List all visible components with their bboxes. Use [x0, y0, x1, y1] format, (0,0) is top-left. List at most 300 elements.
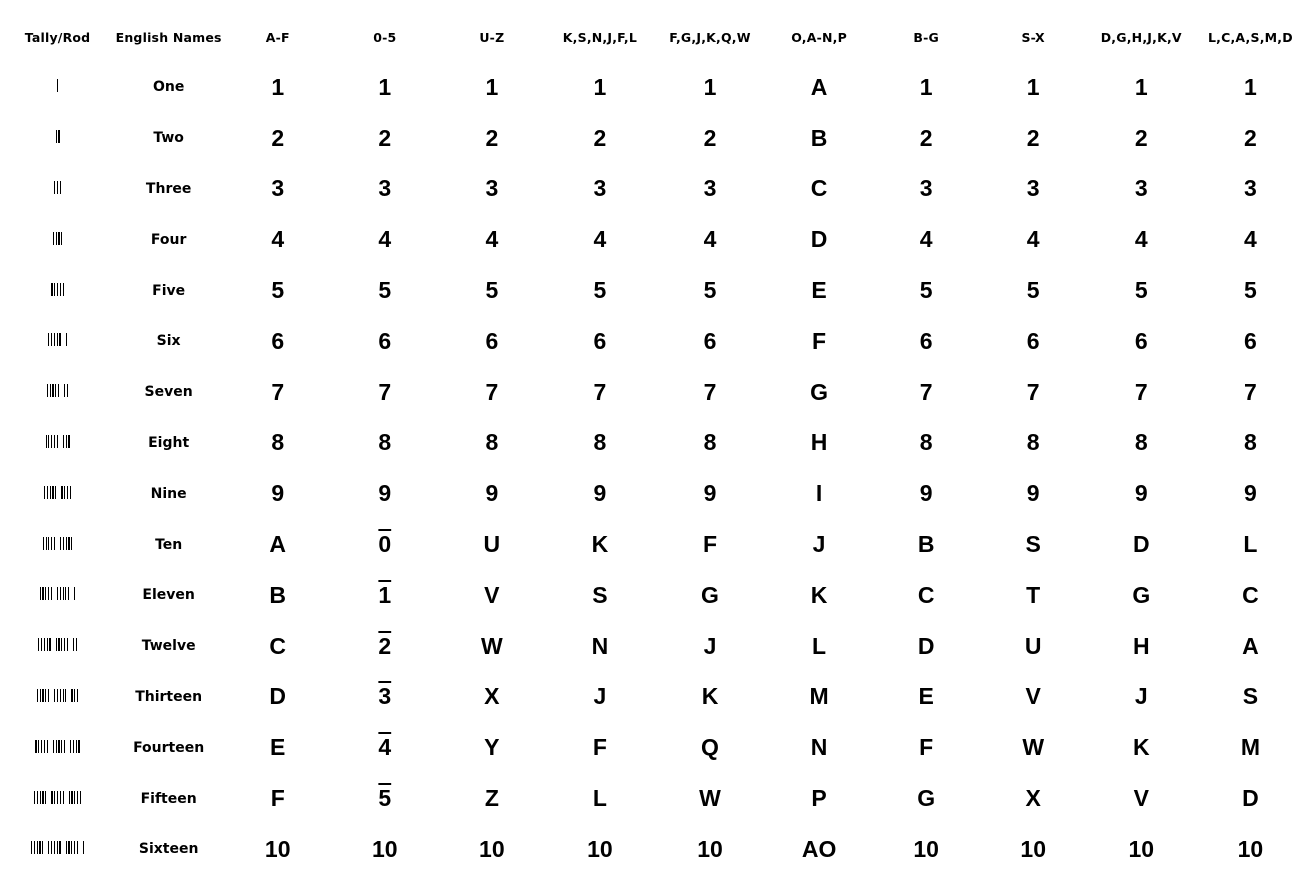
value-cell: [224, 773, 331, 824]
tally-marks: [34, 791, 81, 804]
value-cell: [545, 62, 654, 113]
table-row: [2, 316, 1305, 367]
value-text: C: [1242, 581, 1259, 608]
value-text: 4: [271, 226, 285, 253]
tally-group: [74, 587, 75, 600]
tally-mark: [51, 587, 52, 600]
value-cell: [1087, 773, 1196, 824]
tally-mark: [68, 537, 69, 550]
value-text: A: [269, 531, 287, 558]
tally-mark: [48, 841, 49, 854]
english-name-cell: Fourteen: [133, 739, 205, 756]
value-text: 1: [378, 73, 392, 100]
english-name-cell: Twelve: [141, 638, 196, 655]
tally-cell: [2, 570, 113, 621]
english-name-cell: Two: [153, 130, 184, 147]
tally-mark: [58, 638, 59, 651]
english-name-cell: Four: [150, 231, 187, 248]
value-text: 9: [593, 480, 607, 507]
column-header: Tally/Rod: [24, 29, 91, 45]
english-name-cell: Eight: [148, 434, 190, 451]
value-cell: [654, 824, 765, 875]
value-cell: [873, 418, 980, 469]
tally-mark: [47, 638, 48, 651]
value-cell: [224, 418, 331, 469]
english-name-cell: Sixteen: [138, 841, 199, 858]
tally-mark: [71, 537, 72, 550]
value-text: 7: [271, 378, 285, 405]
value-text: 2: [1134, 124, 1148, 151]
value-text: 8: [485, 429, 499, 456]
value-cell: [545, 113, 654, 164]
tally-mark: [68, 841, 69, 854]
tally-cell: [2, 519, 113, 570]
tally-mark: [73, 740, 74, 753]
value-cell: [766, 62, 873, 113]
tally-cell: [2, 468, 113, 519]
tally-mark: [46, 537, 47, 550]
value-text: J: [1134, 683, 1148, 710]
tally-mark: [70, 740, 71, 753]
tally-mark: [48, 587, 49, 600]
value-cell: [1087, 519, 1196, 570]
tally-mark: [63, 587, 64, 600]
value-text: Q: [701, 734, 719, 761]
value-text: 6: [485, 327, 499, 354]
tally-mark: [55, 486, 56, 499]
tally-group: [53, 232, 63, 245]
value-text: 3: [593, 175, 607, 202]
value-text: 10: [1237, 835, 1264, 862]
tally-mark: [56, 638, 57, 651]
value-text: 3: [271, 175, 285, 202]
value-text: L: [592, 785, 607, 812]
value-text: N: [591, 632, 609, 659]
tally-mark: [53, 740, 54, 753]
tally-group: [56, 638, 68, 651]
value-cell: [545, 265, 654, 316]
value-cell: [766, 113, 873, 164]
value-text: 4: [378, 734, 392, 761]
tally-marks: [56, 130, 60, 143]
tally-marks: [43, 537, 73, 550]
tally-mark: [39, 841, 40, 854]
tally-group: [66, 333, 67, 346]
numeral-table: [2, 12, 1305, 875]
value-cell: [873, 570, 980, 621]
value-cell: [654, 672, 765, 723]
column-header: F,G,J,K,Q,W: [669, 29, 751, 45]
value-cell: [654, 722, 765, 773]
tally-cell: [2, 62, 113, 113]
value-text: 3: [1244, 175, 1257, 202]
tally-group: [64, 384, 68, 397]
tally-mark: [40, 689, 41, 702]
tally-mark: [37, 689, 38, 702]
tally-mark: [60, 587, 61, 600]
value-text: D: [810, 226, 828, 253]
value-cell: [873, 367, 980, 418]
tally-group: [38, 638, 50, 651]
value-text: 1: [1026, 73, 1040, 100]
value-text: 5: [703, 277, 717, 304]
tally-mark: [68, 587, 69, 600]
tally-marks: [48, 333, 67, 346]
tally-cell: [2, 824, 113, 875]
value-text: 9: [485, 480, 499, 507]
tally-group: [44, 486, 56, 499]
value-text: 5: [378, 277, 392, 304]
english-name-cell: One: [152, 79, 185, 96]
tally-mark: [51, 333, 52, 346]
tally-group: [57, 587, 69, 600]
value-text: W: [699, 785, 721, 812]
value-text: 2: [1244, 124, 1257, 151]
tally-mark: [53, 232, 54, 245]
value-text: 5: [271, 277, 285, 304]
value-text: 6: [271, 327, 285, 354]
tally-mark: [51, 537, 52, 550]
value-cell: [331, 418, 438, 469]
value-cell: [545, 418, 654, 469]
tally-mark: [63, 435, 64, 448]
value-text: 5: [1134, 277, 1148, 304]
value-text: J: [593, 683, 607, 710]
column-header: B-G: [913, 29, 939, 45]
tally-mark: [54, 181, 55, 194]
tally-group: [61, 486, 71, 499]
value-cell: [1087, 468, 1196, 519]
value-cell: [545, 773, 654, 824]
table-row: [2, 722, 1305, 773]
tally-mark: [58, 740, 59, 753]
value-cell: [224, 519, 331, 570]
value-text: V: [1133, 785, 1149, 812]
value-cell: [980, 672, 1087, 723]
value-text: 2: [703, 124, 717, 151]
english-name-cell: Six: [156, 333, 181, 350]
value-text: 4: [703, 226, 717, 253]
column-header: 0-5: [373, 29, 397, 45]
value-cell: [873, 722, 980, 773]
tally-cell: [2, 316, 113, 367]
value-cell: [331, 672, 438, 723]
tally-mark: [42, 689, 43, 702]
value-cell: [438, 214, 545, 265]
tally-mark: [46, 435, 47, 448]
value-cell: [331, 468, 438, 519]
value-cell: [980, 113, 1087, 164]
value-text: T: [1026, 581, 1041, 608]
value-cell: [980, 722, 1087, 773]
tally-group: [51, 283, 63, 296]
tally-mark: [40, 791, 41, 804]
tally-mark: [61, 486, 62, 499]
value-cell: [873, 672, 980, 723]
value-cell: [1087, 265, 1196, 316]
english-name-cell: Ten: [155, 536, 183, 553]
value-text: W: [480, 632, 503, 659]
value-cell: [224, 621, 331, 672]
tally-mark: [67, 486, 68, 499]
tally-mark: [52, 486, 53, 499]
value-text: D: [1132, 531, 1150, 558]
tally-group: [63, 435, 70, 448]
value-cell: [766, 367, 873, 418]
tally-mark: [48, 435, 49, 448]
value-text: 10: [1128, 835, 1155, 862]
table-row: [2, 519, 1305, 570]
tally-cell: [2, 418, 113, 469]
value-text: C: [810, 175, 828, 202]
tally-mark: [71, 689, 72, 702]
value-text: 7: [485, 378, 499, 405]
tally-mark: [42, 841, 43, 854]
value-cell: [980, 418, 1087, 469]
header-row: [2, 12, 1305, 62]
value-cell: [1087, 824, 1196, 875]
value-text: 8: [1026, 429, 1040, 456]
tally-mark: [48, 333, 49, 346]
value-cell: [654, 570, 765, 621]
table-body: [2, 62, 1305, 875]
value-text: 8: [1134, 429, 1148, 456]
value-cell: [766, 722, 873, 773]
tally-mark: [49, 638, 50, 651]
tally-marks: [31, 841, 84, 854]
value-text: 5: [919, 277, 933, 304]
value-text: X: [484, 683, 500, 710]
value-cell: [654, 367, 765, 418]
tally-mark: [38, 638, 39, 651]
tally-marks: [51, 283, 63, 296]
tally-group: [73, 638, 77, 651]
table-row: [2, 672, 1305, 723]
value-cell: [654, 773, 765, 824]
tally-group: [54, 181, 61, 194]
tally-mark: [55, 384, 56, 397]
tally-marks: [57, 79, 58, 92]
tally-mark: [74, 587, 75, 600]
value-text: 6: [919, 327, 933, 354]
value-text: 4: [485, 226, 499, 253]
value-cell: [766, 672, 873, 723]
tally-mark: [63, 283, 64, 296]
value-cell: [654, 519, 765, 570]
value-cell: [1196, 62, 1305, 113]
tally-mark: [63, 689, 64, 702]
value-text: 2: [593, 124, 607, 151]
tally-mark: [73, 638, 74, 651]
english-name-cell: Three: [145, 180, 192, 197]
value-cell: [224, 113, 331, 164]
value-cell: [1087, 570, 1196, 621]
value-text: 7: [703, 378, 717, 405]
tally-group: [34, 791, 46, 804]
value-cell: [766, 214, 873, 265]
english-name-cell: Seven: [144, 384, 193, 401]
value-cell: [331, 824, 438, 875]
value-text: F: [270, 785, 285, 812]
tally-mark: [52, 384, 53, 397]
value-text: 10: [1020, 835, 1046, 862]
tally-mark: [57, 841, 58, 854]
value-text: 6: [703, 327, 717, 354]
tally-mark: [64, 740, 65, 753]
tally-mark: [45, 689, 46, 702]
value-cell: [438, 316, 545, 367]
value-cell: [545, 214, 654, 265]
value-text: 1: [1134, 73, 1148, 100]
tally-mark: [51, 435, 52, 448]
table-row: [2, 214, 1305, 265]
value-text: X: [1025, 785, 1041, 812]
value-text: 7: [919, 378, 933, 405]
tally-marks: [47, 384, 68, 397]
value-text: 8: [378, 429, 392, 456]
value-cell: [1196, 214, 1305, 265]
column-header: English Names: [115, 29, 222, 45]
value-text: 2: [378, 632, 392, 659]
value-text: 4: [919, 226, 933, 253]
tally-mark: [54, 791, 55, 804]
value-cell: [331, 773, 438, 824]
tally-mark: [47, 384, 48, 397]
tally-mark: [56, 130, 57, 143]
value-cell: [1087, 316, 1196, 367]
value-cell: [1196, 570, 1305, 621]
value-text: 1: [919, 73, 933, 100]
value-cell: [331, 621, 438, 672]
tally-mark: [71, 791, 72, 804]
value-cell: [438, 113, 545, 164]
value-cell: [438, 164, 545, 215]
value-text: Y: [484, 734, 500, 761]
tally-mark: [78, 740, 79, 753]
value-cell: [438, 570, 545, 621]
value-cell: [545, 722, 654, 773]
value-cell: [766, 519, 873, 570]
value-text: D: [269, 683, 287, 710]
value-text: 7: [378, 378, 392, 405]
tally-mark: [41, 638, 42, 651]
value-text: 3: [1026, 175, 1040, 202]
value-text: C: [917, 581, 935, 608]
value-text: 7: [1244, 378, 1257, 405]
value-cell: [654, 164, 765, 215]
value-cell: [224, 62, 331, 113]
tally-mark: [61, 638, 62, 651]
value-text: 2: [919, 124, 933, 151]
value-text: 2: [485, 124, 499, 151]
table-row: [2, 824, 1305, 875]
tally-mark: [45, 587, 46, 600]
value-cell: [331, 367, 438, 418]
value-text: 8: [919, 429, 933, 456]
value-text: 5: [1244, 277, 1257, 304]
value-text: 1: [1244, 73, 1257, 100]
tally-mark: [54, 537, 55, 550]
value-text: 5: [593, 277, 607, 304]
tally-group: [51, 791, 63, 804]
value-cell: [1196, 265, 1305, 316]
value-cell: [766, 164, 873, 215]
tally-mark: [57, 791, 58, 804]
tally-mark: [64, 486, 65, 499]
tally-cell: [2, 621, 113, 672]
value-cell: [545, 164, 654, 215]
value-cell: [980, 62, 1087, 113]
value-cell: [980, 773, 1087, 824]
column-header: A-F: [265, 29, 290, 45]
value-cell: [1196, 519, 1305, 570]
value-cell: [438, 265, 545, 316]
value-text: 5: [1026, 277, 1040, 304]
value-text: 9: [1244, 480, 1257, 507]
tally-mark: [58, 384, 59, 397]
tally-mark: [74, 689, 75, 702]
tally-mark: [60, 283, 61, 296]
value-text: B: [269, 581, 287, 608]
tally-mark: [44, 740, 45, 753]
value-text: 9: [1134, 480, 1148, 507]
tally-mark: [69, 791, 70, 804]
value-text: 6: [593, 327, 607, 354]
value-cell: [545, 316, 654, 367]
table-row: [2, 62, 1305, 113]
value-text: A: [810, 73, 828, 100]
tally-mark: [59, 333, 60, 346]
tally-mark: [45, 791, 46, 804]
value-cell: [545, 367, 654, 418]
value-text: 0: [378, 531, 392, 558]
value-text: 6: [378, 327, 392, 354]
value-text: 10: [697, 835, 723, 862]
value-text: G: [1132, 581, 1151, 608]
tally-marks: [37, 689, 78, 702]
tally-group: [54, 689, 66, 702]
value-text: 6: [1244, 327, 1257, 354]
tally-mark: [71, 841, 72, 854]
value-text: K: [1132, 734, 1150, 761]
value-text: K: [701, 683, 719, 710]
value-text: 4: [593, 226, 607, 253]
value-text: 3: [378, 683, 392, 710]
value-cell: [1087, 418, 1196, 469]
value-text: F: [919, 734, 934, 761]
value-cell: [1087, 214, 1196, 265]
column-header: D,G,H,J,K,V: [1100, 29, 1182, 45]
value-cell: [654, 265, 765, 316]
value-text: 4: [1134, 226, 1148, 253]
tally-marks: [44, 486, 71, 499]
value-cell: [224, 316, 331, 367]
tally-mark: [57, 283, 58, 296]
column-header: K,S,N,J,F,L: [562, 29, 638, 45]
table-row: [2, 418, 1305, 469]
tally-mark: [41, 740, 42, 753]
value-cell: [766, 265, 873, 316]
tally-mark: [54, 283, 55, 296]
value-cell: [980, 519, 1087, 570]
value-text: J: [703, 632, 717, 659]
tally-group: [48, 333, 60, 346]
value-cell: [545, 519, 654, 570]
table-row: [2, 621, 1305, 672]
tally-mark: [37, 791, 38, 804]
value-text: Z: [484, 785, 499, 812]
tally-mark: [65, 689, 66, 702]
